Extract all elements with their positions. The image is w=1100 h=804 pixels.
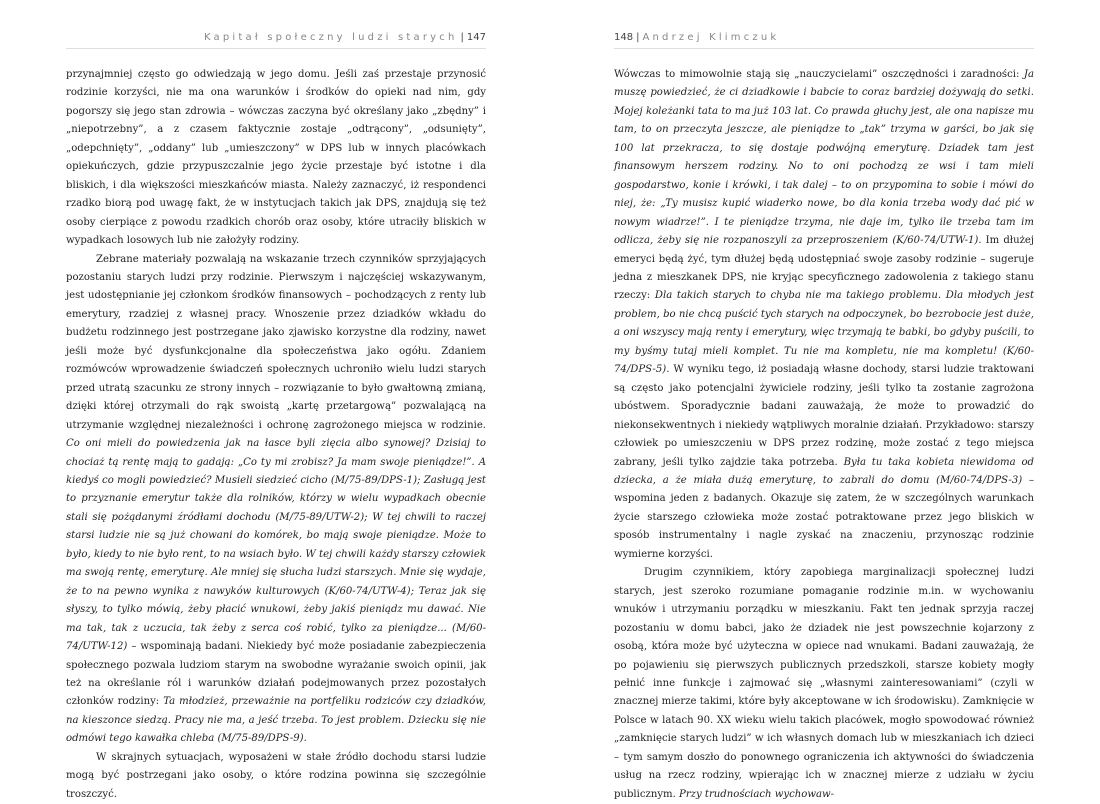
body-text: Drugim czynnikiem, który zapobiega marginalizacji społecznej ludzi starych, jest szeroko rozumiane pomaganie rodzinie m.in. w wychowaniu wnuków i utrzymaniu porządku w mieszkaniu. Fakt ten jednak sprzyja raczej pozostaniu w domu babci, jako że dziadek nie jest powszechnie kojarzony z osobą, która może być użyteczna w opiece nad wnukami. Badani zauważają, że po pojawieniu się pierwszych publicznych przedszkoli, starsze kobiety mogły pełnić inne funkcje i zajmować się „własnymi zainteresowaniami” (czyli w znacznej mierze takimi, które były akceptowane w ich środowisku). Zamknięcie w Polsce w latach 90. XX wieku wielu takich placówek, mogło spowodować również „zamknięcie starych ludzi” w ich własnych domach lub w mieszkaniach ich dzieci – tym samym doszło do ponownego ograniczenia ich aktywności do świadczenia usług na rzecz rodziny, wpierając ich w znacznej mierze z udziału w życiu publicznym. [614,567,1034,800]
body-text: – wspomina jeden z badanych. Okazuje się zatem, że w szczególnych warunkach życie starszego człowieka może zostać potraktowane przez jego bliskich w sposób instrumentalny i nagle zyskać na znaczeniu, przynosząc rodzinie wymierne korzyści. [614,474,1034,560]
body-text: . W wyniku tego, iż posiadają własne dochody, starsi ludzie traktowani są często jako potencjalni żywiciele rodziny, jeśli tylko ta zostanie zagrożona ubóstwem. Sporadycznie badani zauważają, że może to prowadzić do niekonsekwentnych i niekiedy wątpliwych moralnie działań. Przykładowo: starszy człowiek po umieszczeniu w DPS przez rodzinę, może zostać z tego miejsca zabrany, jeśli tylko zajdzie taka potrzeba. [614,364,1034,468]
quote-text: Dla takich starych to chyba nie ma takiego problemu. Dla młodych jest problem, bo nie chcą puścić tych starych na odpoczynek, bo bezrobocie jest duże, a oni wszyscy mają renty i emerytury, więc trzymają te babki, bo gdyby puścili, to my byśmy tutaj mieli komplet. Tu nie ma kompletu, nie ma kompletu! (K/60-74/DPS-5) [614,290,1034,376]
paragraph [614,66,1034,564]
body-text: . Im dłużej emeryci będą żyć, tym dłużej będą udostępniać swoje zasoby rodzinie – sugeruje jedna z mieszkanek DPS, nie kryjąc specyficznego zadowolenia z takiego stanu rzeczy: [614,235,1034,302]
paragraph [66,66,486,251]
right-page-body [614,66,1034,804]
running-header-right [614,32,1034,46]
quote-text: Co oni mieli do powiedzenia jak na łasce byli zięcia albo synowej? Dzisiaj to chociaż tą rentę mają to gadają: „Co ty mi zrobisz? Ja mam swoje pieniądze!”. A kiedyś co mogli powiedzieć? Musieli siedzieć cicho (M/75-89/DPS-1); Zasługą jest to przyznanie emerytur także dla rolników, którzy w wielu wypadkach obecnie stali się pożądanymi źródłami dochodu (M/75-89/UTW-2); W tej chwili to raczej starsi ludzie nie są już chowani do komórek, bo mają swoje pieniądze. Może to było, kiedy to nie było rent, to na wsiach było. W tej chwili każdy starszy człowiek ma swoją rentę, emeryturę. Ale mniej się słucha ludzi starszych. Mnie się wydaje, że to na pewno wynika z nawyków kulturowych (K/60-74/UTW-4); Teraz jak się słyszy, to tylko mówią, żeby płacić wnukowi, żeby jakiś pieniądz mu dawać. Nie ma tak, tak z uczucia, tak żeby z serca coś robić, tylko za pieniądze... (M/60-74/UTW-12) [66,438,486,653]
header-rule [66,48,486,49]
body-text: . [303,733,307,745]
quote-text: Przy trudnościach wychowaw- [679,788,835,800]
body-text: Zebrane materiały pozwalają na wskazanie trzech czynników sprzyjających pozostaniu starych ludzi przy rodzinie. Pierwszym i najczęściej wskazywanym, jest udostępnianie jej członkom środków finansowych – pochodzących z renty lub emerytury, rzadziej z własnej pracy. Wnoszenie przez dziadków wkładu do budżetu rodzinnego jest postrzegane jako zjawisko korzystne dla rodziny, nawet jeśli może być dysfunkcjonalne dla społeczeństwa jako ogółu. Zdaniem rozmówców wprowadzenie świadczeń społecznych uchroniło wielu ludzi starych przed utratą szacunku ze strony innych – rozwiązanie to było gwałtowną zmianą, dzięki której otrzymali do rąk swoistą „kartę przetargową” pozwalającą na utrzymanie względnej niezależności i ochronę zagrożonego miejsca w rodzinie. [66,253,486,431]
page-number: 147 [466,32,486,43]
header-rule [614,48,1034,49]
quote-text: Była tu taka kobieta niewidoma od dziecka, a że miała dużą emeryturę, to zabrali do domu (M/60-74/DPS-3) [614,456,1034,486]
header-separator: | [636,32,640,43]
left-page-body [66,66,486,804]
header-author: Andrzej Klimczuk [642,32,780,43]
quote-text: Ja muszę powiedzieć, że ci dziadkowie i babcie to coraz bardziej dożywają do setki. Mojej koleżanki tata to ma już 103 lat. Co prawda głuchy jest, ale ona napisze mu tam, to on przeczyta jeszcze, ale pieniądze to „tak” trzyma w garści, bo jak się 100 lat przekracza, to się dostaje podwójną emeryturę. Dziadek tam jest finansowym herszem rodziny. No to oni pochodzą ze wsi i tam mieli gospodarstwo, konie i krówki, i tak dalej – to on przypomina to sobie i mówi do niej, że: „Ty musisz kupić wiaderko nowe, bo dla konia trzeba wody dać pić w nowym wiadrze!”. I te pieniądze trzyma, nie daje im, tylko ile trzeba tam im odlicza, żeby się nie rozpanoszyli za przeproszeniem (K/60-74/UTW-1) [614,69,1034,247]
body-text: – wspominają badani. Niekiedy być może posiadanie zabezpieczenia społecznego pozwala ludziom starym na swobodne wyrażanie swoich opinii, jak też na określanie ról i warunków działań podejmowanych przez pozostałych członków rodziny: [66,641,486,708]
body-text: W skrajnych sytuacjach, wyposażeni w stałe źródło dochodu starsi ludzie mogą być postrzegani jako osoby, o które rodzina powinna się szczególnie troszczyć. [66,751,486,800]
paragraph [614,564,1034,804]
paragraph [66,749,486,804]
quote-text: Ta młodzież, przeważnie na portfeliku rodziców czy dziadków, na kieszonce siedzą. Pracy nie ma, a jeść trzeba. To jest problem. Dziecku się nie odmówi tego kawałka chleba (M/75-89/DPS-9) [66,696,486,745]
running-header-left [66,32,486,46]
page-number: 148 [614,32,634,43]
body-text: przynajmniej często go odwiedzają w jego domu. Jeśli zaś przestaje przynosić rodzinie korzyści, nie ma ona warunków i środków do opieki nad nim, gdy pogorszy się jego stan zdrowia – wówczas zaczyna być określany jako „zbędny” i „niepotrzebny”, a z czasem faktycznie zostaje „odtrącony”, „odsunięty”, „odepchnięty”, „oddany” lub „umieszczony” w DPS lub w innych placówkach opiekuńczych, gdzie przypuszczalnie jego życie przestaje być istotne i dla bliskich, i dla większości mieszkańców miasta. Należy zaznaczyć, iż respondenci rzadko biorą pod uwagę fakt, że w instytucjach takich jak DPS, znajdują się też osoby cierpiące z powodu rzadkich chorób oraz osoby, które utraciły bliskich w wypadkach losowych lub nie założyły rodziny. [66,69,486,247]
paragraph [66,251,486,749]
header-title: Kapitał społeczny ludzi starych [203,32,458,43]
body-text: Wówczas to mimowolnie stają się „nauczycielami” oszczędności i zaradności: [614,69,1024,80]
header-separator: | [460,32,464,43]
